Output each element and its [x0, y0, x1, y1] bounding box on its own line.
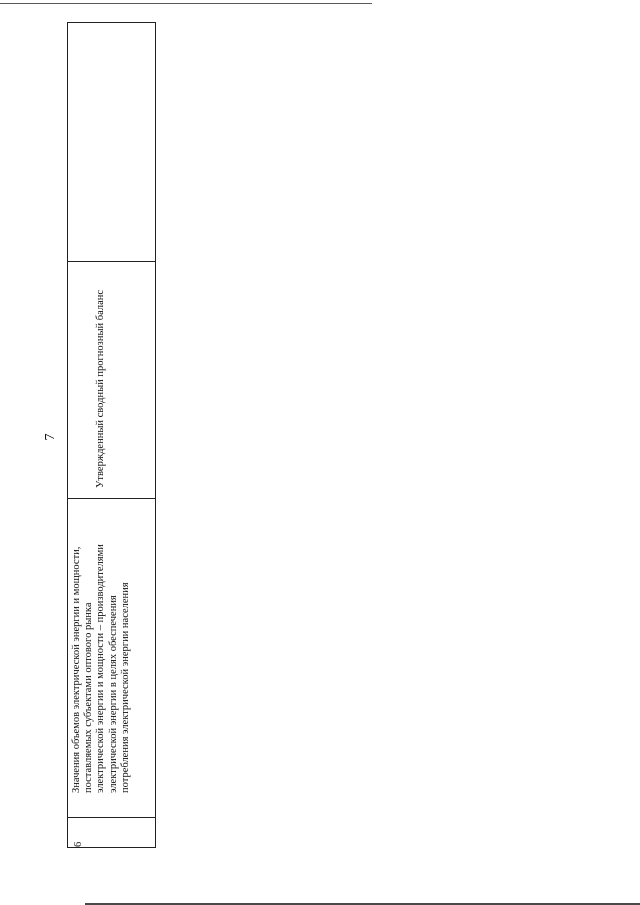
table-cell-description: Значения объемов электрической энергии и мощности, поставляемых субъектами оптового рынка электрической энергии и мощности – производителями электрической энергии в целях обеспечения потребления электрической энергии населения	[71, 544, 131, 793]
table-divider	[68, 261, 155, 262]
table-divider	[68, 817, 155, 818]
table-cell-document: Утвержденный сводный прогнозный баланс	[95, 289, 106, 488]
page-number: 7	[43, 433, 58, 441]
table-divider	[68, 498, 155, 499]
table	[67, 22, 156, 848]
table-cell-row-number: 6	[73, 841, 84, 847]
scan-edge-top	[0, 3, 372, 4]
